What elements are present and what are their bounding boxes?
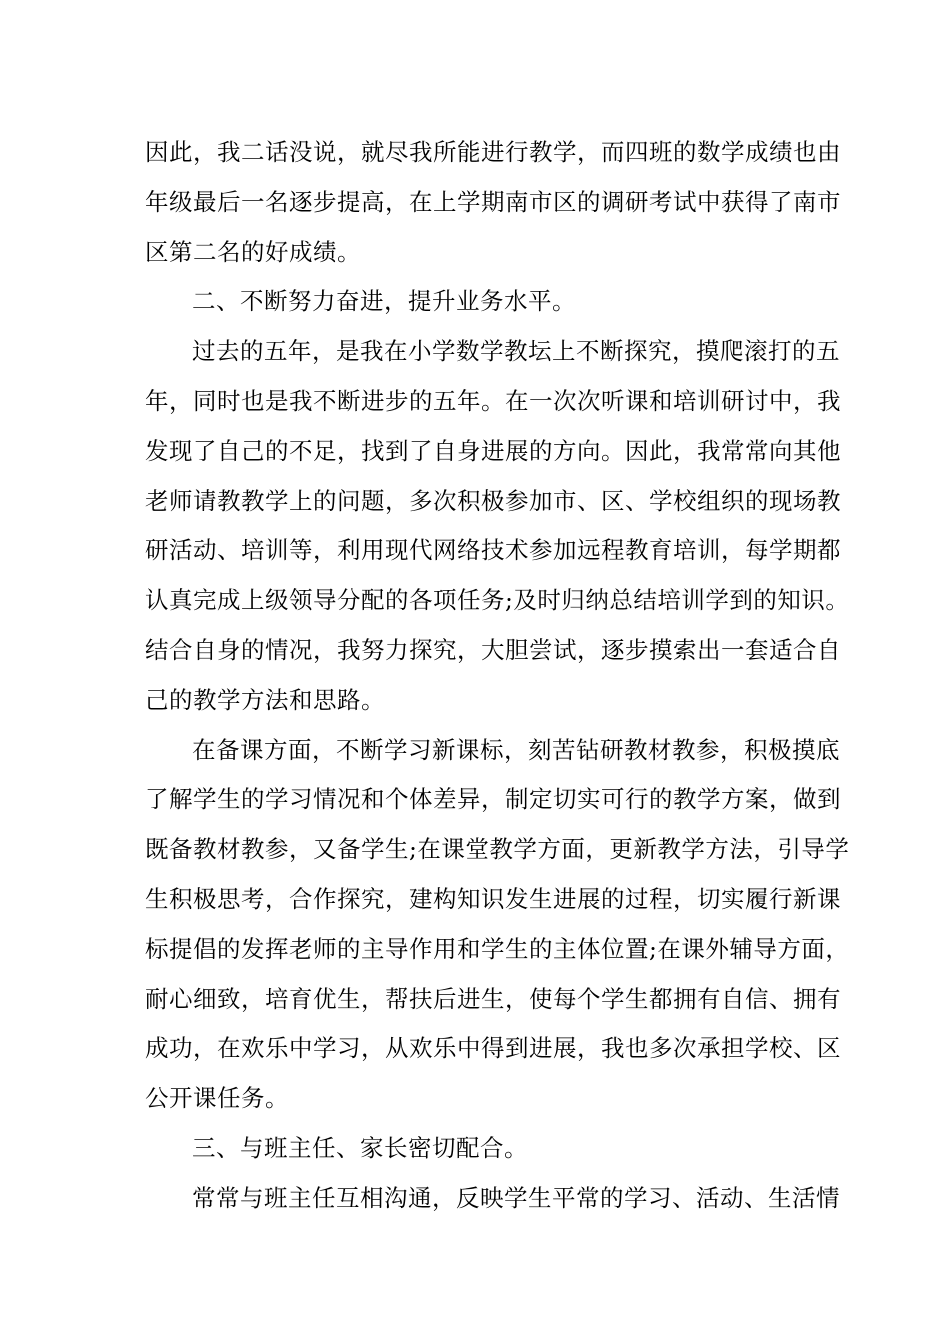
section-heading-2 xyxy=(145,277,810,327)
text-line: 在备课方面，不断学习新课标，刻苦钻研教材教参，积极摸底 xyxy=(192,735,840,764)
paragraph-1 xyxy=(145,128,841,277)
text-line: 研活动、培训等，利用现代网络技术参加远程教育培训，每学期都 xyxy=(145,536,841,565)
text-line: 己的教学方法和思路。 xyxy=(145,685,385,714)
text-line: 结合自身的情况，我努力探究，大胆尝试，逐步摸索出一套适合自 xyxy=(145,635,841,664)
text-line: 年级最后一名逐步提高，在上学期南市区的调研考试中获得了南市 xyxy=(145,187,841,216)
text-line: 区第二名的好成绩。 xyxy=(145,237,361,266)
text-line: 认真完成上级领导分配的各项任务;及时归纳总结培训学到的知识。 xyxy=(145,586,850,615)
heading-text: 三、与班主任、家长密切配合。 xyxy=(192,1133,528,1162)
paragraph-6 xyxy=(145,1174,840,1224)
text-line: 成功，在欢乐中学习，从欢乐中得到进展，我也多次承担学校、区 xyxy=(145,1034,841,1063)
text-line: 生积极思考，合作探究，建构知识发生进展的过程，切实履行新课 xyxy=(145,884,841,913)
text-line: 老师请教教学上的问题，多次积极参加市、区、学校组织的现场教 xyxy=(145,486,841,515)
section-heading-3 xyxy=(145,1124,810,1174)
text-line: 标提倡的发挥老师的主导作用和学生的主体位置;在课外辅导方面， xyxy=(145,934,850,963)
text-line: 因此，我二话没说，就尽我所能进行教学，而四班的数学成绩也由 xyxy=(145,138,841,166)
text-line: 耐心细致，培育优生，帮扶后进生，使每个学生都拥有自信、拥有 xyxy=(145,984,841,1013)
text-line: 了解学生的学习情况和个体差异，制定切实可行的教学方案，做到 xyxy=(145,785,841,814)
text-line: 既备教材教参，又备学生;在课堂教学方面，更新教学方法，引导学 xyxy=(145,835,850,864)
paragraph-4 xyxy=(145,726,850,1124)
text-line: 发现了自己的不足，找到了自身进展的方向。因此，我常常向其他 xyxy=(145,436,841,465)
text-line: 常常与班主任互相沟通，反映学生平常的学习、活动、生活情 xyxy=(192,1183,840,1212)
text-line: 公开课任务。 xyxy=(145,1084,289,1113)
paragraph-3 xyxy=(145,327,850,725)
heading-text: 二、不断努力奋进，提升业务水平。 xyxy=(192,287,576,316)
text-line: 年，同时也是我不断进步的五年。在一次次听课和培训研讨中，我 xyxy=(145,386,841,415)
document-body xyxy=(145,128,850,1224)
text-line: 过去的五年，是我在小学数学教坛上不断探究，摸爬滚打的五 xyxy=(192,337,840,366)
